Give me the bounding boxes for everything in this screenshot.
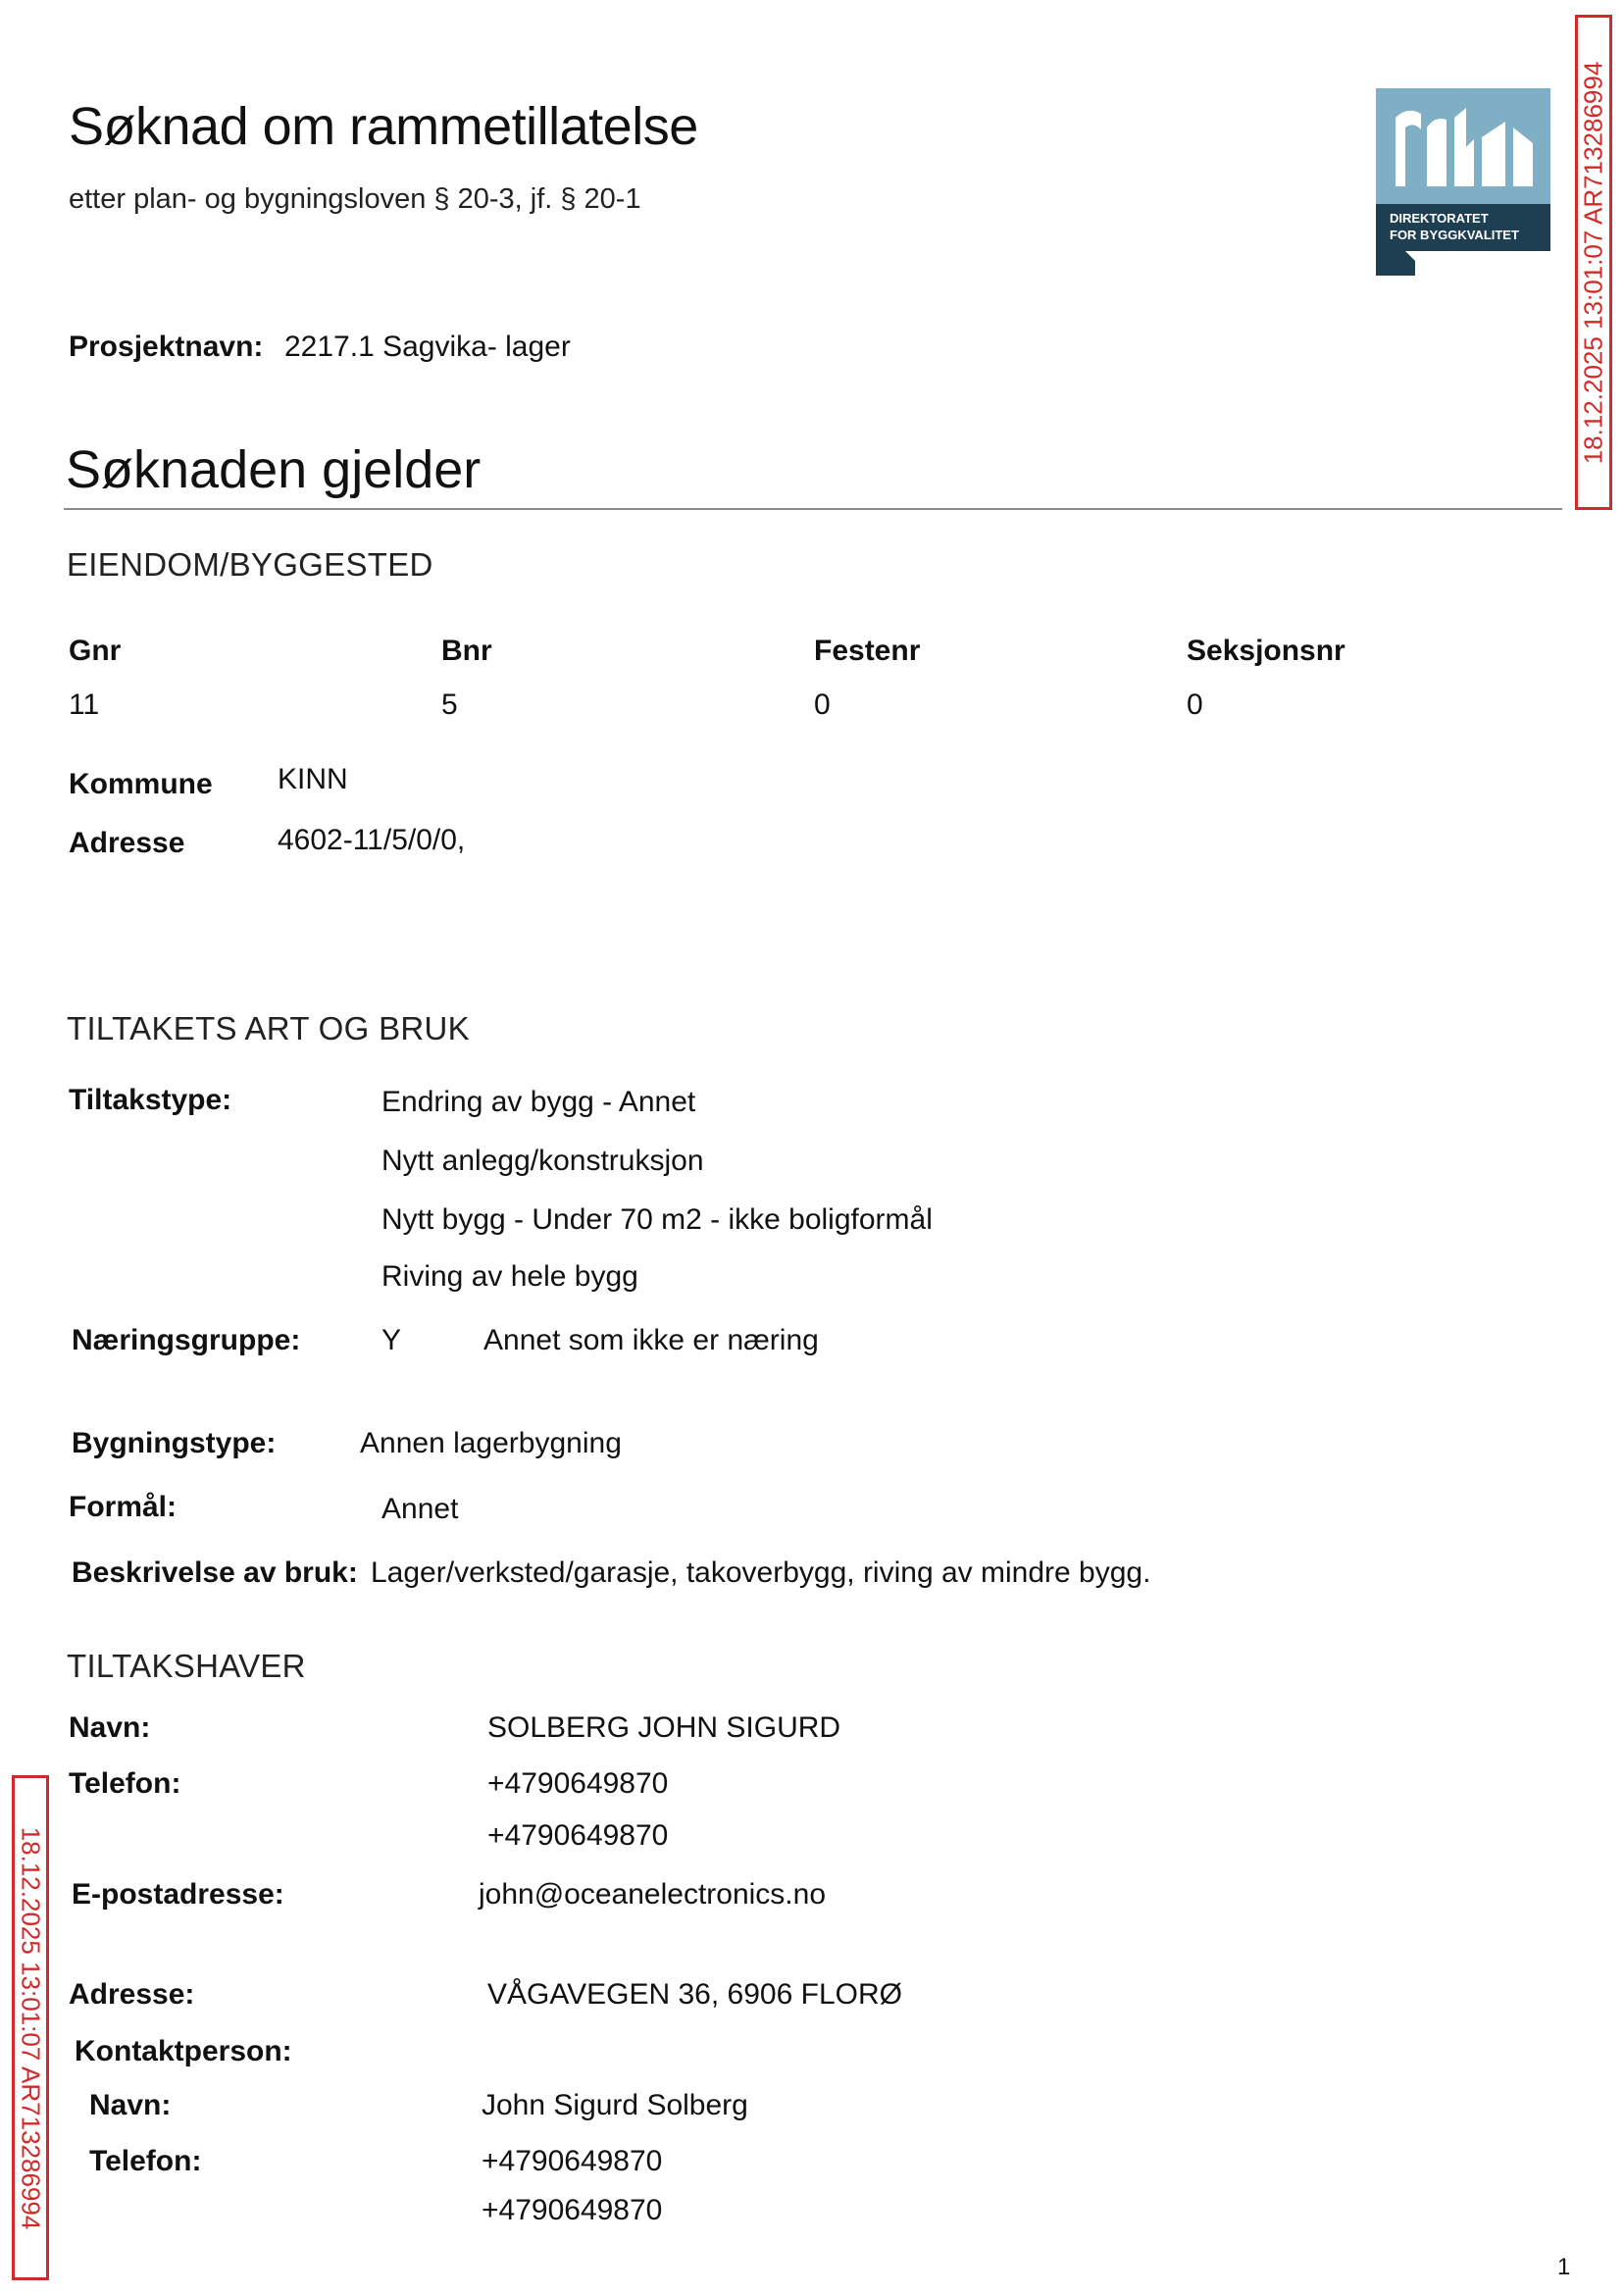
project-label: Prosjektnavn: <box>69 331 264 363</box>
owner-address-label: Adresse: <box>69 1978 195 2011</box>
owner-phone-1: +4790649870 <box>487 1767 669 1800</box>
address-label: Adresse <box>69 827 185 859</box>
measure-heading: TILTAKETS ART OG BRUK <box>67 1010 470 1046</box>
measure-type-3: Nytt bygg - Under 70 m2 - ikke boligformål <box>381 1203 933 1236</box>
logo-line1: DIREKTORATET <box>1390 211 1489 226</box>
owner-phone-2: +4790649870 <box>487 1819 669 1852</box>
purpose-value: Annet <box>381 1493 459 1525</box>
contact-phone-2: +4790649870 <box>482 2194 663 2226</box>
page-title: Søknad om rammetillatelse <box>69 97 698 156</box>
industry-code: Y <box>381 1324 402 1356</box>
dibk-logo <box>1376 88 1550 276</box>
contact-phone-label: Telefon: <box>89 2145 202 2177</box>
bnr-value: 5 <box>441 688 458 721</box>
contact-name-label: Navn: <box>89 2089 172 2121</box>
page-subtitle: etter plan- og bygningsloven § 20-3, jf. § 20-1 <box>69 183 641 215</box>
festenr-label: Festenr <box>814 635 921 667</box>
industry-label: Næringsgruppe: <box>72 1324 301 1356</box>
project-value: 2217.1 Sagvika- lager <box>284 331 571 363</box>
measure-type-1: Endring av bygg - Annet <box>381 1086 696 1118</box>
municipality-label: Kommune <box>69 768 213 800</box>
contact-name-value: John Sigurd Solberg <box>482 2089 748 2121</box>
owner-email-value: john@oceanelectronics.no <box>479 1878 827 1911</box>
owner-name-value: SOLBERG JOHN SIGURD <box>487 1711 841 1744</box>
measure-type-2: Nytt anlegg/konstruksjon <box>381 1145 704 1177</box>
seksjonsnr-value: 0 <box>1187 688 1203 721</box>
measure-type-label: Tiltakstype: <box>69 1084 232 1116</box>
purpose-label: Formål: <box>69 1491 178 1523</box>
festenr-value: 0 <box>814 688 831 721</box>
logo-line2: FOR BYGGKVALITET <box>1390 228 1519 242</box>
usage-label: Beskrivelse av bruk: <box>72 1556 358 1589</box>
property-heading: EIENDOM/BYGGESTED <box>67 546 433 583</box>
seksjonsnr-label: Seksjonsnr <box>1187 635 1345 667</box>
gnr-label: Gnr <box>69 635 122 667</box>
contact-label: Kontaktperson: <box>75 2035 292 2067</box>
receipt-stamp-left <box>12 1775 49 2280</box>
owner-name-label: Navn: <box>69 1711 151 1744</box>
owner-phone-label: Telefon: <box>69 1767 181 1800</box>
receipt-stamp-left-text: 18.12.2025 13:01:07 AR713286994 <box>16 1826 46 2229</box>
industry-value: Annet som ikke er næring <box>483 1324 819 1356</box>
address-value: 4602-11/5/0/0, <box>278 824 466 856</box>
building-type-value: Annen lagerbygning <box>360 1427 622 1459</box>
heading-divider <box>64 508 1562 510</box>
receipt-stamp-top-text: 18.12.2025 13:01:07 AR713286994 <box>1578 61 1608 464</box>
building-type-label: Bygningstype: <box>72 1427 277 1459</box>
owner-address-value: VÅGAVEGEN 36, 6906 FLORØ <box>487 1978 902 2011</box>
contact-phone-1: +4790649870 <box>482 2145 663 2177</box>
owner-heading: TILTAKSHAVER <box>67 1648 306 1684</box>
page-number: 1 <box>1557 2254 1571 2280</box>
dibk-logo-icon <box>1376 88 1550 276</box>
measure-type-4: Riving av hele bygg <box>381 1260 638 1293</box>
bnr-label: Bnr <box>441 635 492 667</box>
usage-value: Lager/verksted/garasje, takoverbygg, riving av mindre bygg. <box>371 1556 1151 1589</box>
owner-email-label: E-postadresse: <box>72 1878 284 1911</box>
municipality-value: KINN <box>278 763 348 795</box>
applies-heading: Søknaden gjelder <box>66 440 482 499</box>
gnr-value: 11 <box>69 688 100 721</box>
receipt-stamp-top <box>1575 15 1612 510</box>
